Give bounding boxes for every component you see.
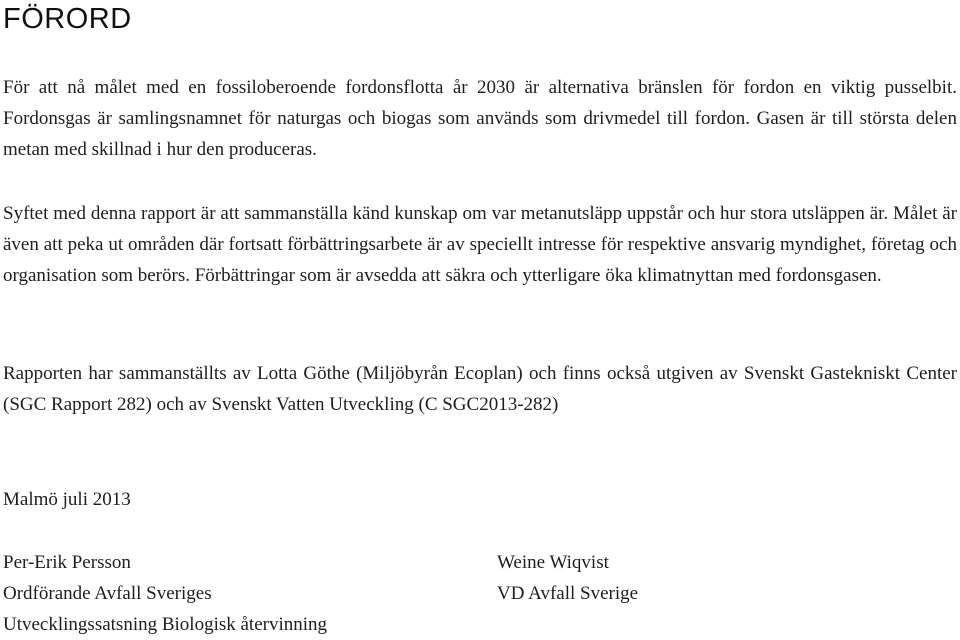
signatory-name: Weine Wiqvist (497, 552, 609, 573)
page-title: FÖRORD (3, 3, 132, 35)
paragraph-intro: För att nå målet med en fossiloberoende fordonsflotta år 2030 är alternativa bränslen för fordon en viktig pusselbit. Fordonsgas är samlingsnamnet för naturgas och biogas som används som drivmedel till fordon. Gasen är till största delen metan med skillnad i hur den produceras. (3, 77, 957, 160)
signature-block-right (497, 547, 638, 609)
signatory-title: Ordförande Avfall Sveriges (3, 583, 212, 604)
signatory-organisation: Utvecklingssatsning Biologisk återvinning (3, 614, 328, 635)
paragraph-author: Rapporten har sammanställts av Lotta Göthe (Miljöbyrån Ecoplan) och finns också utgiven av Svenskt Gastekniskt Center (SGC Rapport 282) och av Svenskt Vatten Utveckling (C SGC2013-282) (3, 363, 957, 415)
signature-block-left (3, 547, 327, 640)
paragraph-purpose: Syftet med denna rapport är att sammanställa känd kunskap om var metanutsläpp uppstår och hur stora utsläppen är. Målet är även att peka ut områden där fortsatt förbättringsarbete är av speciellt intresse för respektive ansvarig myndighet, företag och organisation som berörs. Förbättringar som är avsedda att säkra och ytterligare öka klimatnyttan med fordonsgasen. (3, 203, 957, 286)
signatory-name: Per-Erik Persson (3, 552, 131, 573)
date-line: Malmö juli 2013 (3, 489, 131, 510)
signatory-title: VD Avfall Sverige (497, 583, 639, 604)
